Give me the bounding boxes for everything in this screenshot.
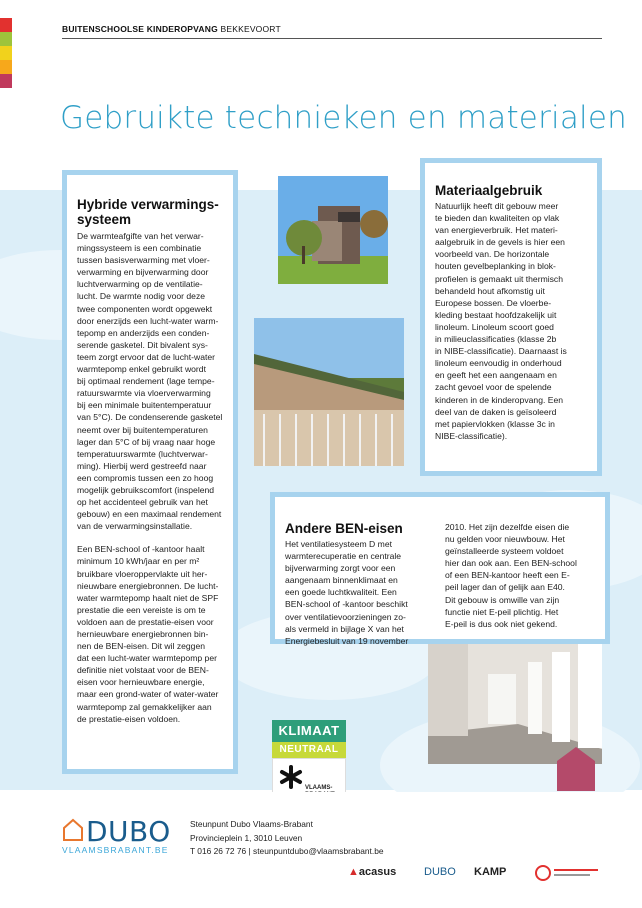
materials-line: kleding bestaat hoofdzakelijk uit [435,309,557,320]
materials-line: NIBE-classificatie). [435,430,508,441]
heating-p2-line: voldoen aan de prestatie-eisen voor [77,616,214,627]
heating-paragraph-1 [77,230,225,532]
materials-line: te bieden dan kwaliteiten op vlak [435,213,560,224]
heating-p1-line: tepomp en anderzijds een conden- [77,327,210,338]
heating-heading-2: systeem [77,212,132,227]
ben-col1-line: aangenaam binnenklimaat en [285,575,398,586]
sponsor-kamp: KAMP [474,866,507,878]
ben-col2-line: functie niet E-peil plichtig. Het [445,606,559,617]
ben-col2-line: of een BEN-kantoor heeft een E- [445,570,570,581]
header-rule [62,38,602,39]
heating-p1-line: teem zorgt ervoor dat de lucht-water [77,351,216,362]
heating-p2-line: nen de BEN-eisen. Dit wil zeggen [77,641,206,652]
ben-col1-line: Het ventilatiesysteem D met [285,539,392,549]
ben-col2-line: nu gelden voor nieuwbouw. Het [445,534,565,545]
badge-org-1: VLAAMS- [305,785,333,791]
ben-col1-line: over ventilatievoorzieningen zo- [285,611,406,622]
address-line-1: Steunpunt Dubo Vlaams-Brabant [190,819,313,829]
heating-p1-line: mogelijk gebruikscomfort (inspelend [77,484,215,495]
heating-p1-line: door enerzijds een lucht-water warm- [77,315,219,326]
heating-heading-1: Hybride verwarmings- [77,197,219,212]
heating-p2-line: dat een lucht-water warmtepomp per [77,653,217,664]
sponsor-emblem-icon [534,864,600,882]
heating-p2-line: maar een grond-water of water-water [77,689,219,700]
materials-line: in milieuclassificaties (klasse 2b [435,334,557,345]
photo-interior-corridor [428,644,602,764]
heating-p1-line: twee componenten wordt opgewekt [77,303,213,314]
heating-p2-line: definitie niet volstaat voor de BEN- [77,665,209,676]
materials-line: in NIBE-classificatie). Daarnaast is [435,346,567,357]
address-line-2: Provincieplein 1, 3010 Leuven [190,832,303,843]
photo-slanted-roof [254,318,404,466]
heating-p2-line: prestatie die een vereiste is om te [77,604,206,615]
materials-line: met papiervlokken (klasse 3c in [435,418,555,429]
heating-p1-line: van 5°C). De condenserende gasketel [77,412,223,423]
materials-line: deel van de daken is geïsoleerd [435,406,557,417]
heating-p2-line: water warmtepomp haalt niet de SPF [77,592,219,603]
materials-box [420,158,602,476]
materials-line: profielen is gemaakt uit thermisch [435,273,564,284]
ben-col1-line: bijverwarming zorgt voor een [285,563,396,574]
heating-system-box [62,170,238,774]
heating-p1-line: een compromis tussen een zo hoog [77,472,214,483]
photo-building-exterior [278,176,388,284]
ben-col2-line: E-peil is dus ook niet gekend. [445,618,558,629]
heating-p1-line: serende gasketel. Dit bivalent sys- [77,339,208,350]
badge-line-1: KLIMAAT [272,720,346,742]
ben-column-1 [285,538,435,647]
stripe-green [0,32,12,46]
heating-p1-line: neemt over bij buitentemperaturen [77,424,208,435]
stripe-yellow [0,46,12,60]
heating-p1-line: op het accidenteel gebruik van het [77,497,208,508]
ben-column-2 [445,521,607,630]
heating-p1-line: mingssysteem is een combinatie [77,243,202,254]
sponsor-acasus: ▲acasus [348,866,397,878]
heating-p1-line: verwarming en bijverwarming door [77,267,209,278]
stripe-orange [0,60,12,74]
sponsor-dubo: DUBO [424,866,456,878]
ben-col2-line: Dit gebouw is omwille van zijn [445,594,560,605]
heating-p2-line: eisen voor hernieuwbare energie, [77,677,205,688]
materials-line: van energieverbruik. Het materi- [435,225,558,236]
heating-p1-line: van de verwarmingsinstallatie. [77,521,193,532]
ben-col2-line: geïnstalleerde systeem voldoet [445,546,564,557]
stripe-pink [0,74,12,88]
materials-line: voorbeeld van. De horizontale [435,249,550,260]
heating-p2-line: Een BEN-school of -kantoor haalt [77,544,205,555]
heating-p1-line: ratuurswarmte via vloerverwarming [77,388,211,399]
heating-p1-line: gebouw) en een maximaal rendement [77,509,222,520]
materials-line: aalgebruik in de gevels is hier een [435,237,565,248]
heating-paragraph-2 [77,543,225,724]
heating-p2-line: nieuwbare energiebronnen. De lucht- [77,580,219,591]
ben-col2-line: peil lager dan of gelijk aan E40. [445,582,565,593]
materials-line: houten gevelbeplanking in blok- [435,261,556,272]
footer-address [190,818,384,859]
ben-col1-line: als vermeld in bijlage X van het [285,623,404,634]
dubo-logo: DUBO [86,815,171,848]
stripe-red [0,18,12,32]
ben-col1-line: warmterecuperatie en centrale [285,551,402,562]
heating-p1-line: ming). Hierbij werd gestreefd naar [77,460,207,471]
badge-line-2: NEUTRAAL [272,742,346,758]
heating-p1-line: luchtverwarming op de ventilatie- [77,279,203,290]
materials-line: kinderen in de kinderopvang. Een [435,394,564,405]
materials-line: en geeft het een aangenaam en [435,370,557,381]
ben-heading: Andere BEN-eisen [285,521,403,536]
heating-p1-line: lucht. De warmte nodig voor deze [77,291,206,302]
heating-p2-line: de prestatie-eisen voldoen. [77,713,181,724]
brand-header: BUITENSCHOOLSE KINDEROPVANG BEKKEVOORT [62,24,281,34]
heating-p2-line: hernieuwbare energiebronnen bin- [77,629,209,639]
heating-p1-line: bij optimaal rendement (lage tempe- [77,376,215,387]
ben-requirements-box [270,492,610,644]
ben-col1-line: BEN-school of -kantoor beschikt [285,599,408,610]
asterisk-icon [279,765,303,789]
ben-col1-line: Energiebesluit van 19 november [285,635,409,646]
address-line-3[interactable]: T 016 26 72 76 | steunpuntdubo@vlaamsbrabant.be [190,846,384,856]
page-title: Gebruikte technieken en materialen [60,100,627,136]
heating-p1-line: warmtepomp enkel gebruikt wordt [77,364,206,375]
materials-line: linoleum. Linoleum scoort goed [435,321,554,332]
heating-p2-line: warmtepomp zal gemakkelijker aan [77,701,212,712]
heating-p1-line: tussen basisverwarming met vloer- [77,255,210,266]
heating-p1-line: De warmteafgifte van het verwar- [77,231,204,241]
ben-col2-line: 2010. Het zijn dezelfde eisen die [445,522,570,532]
materials-line: Natuurlijk heeft dit gebouw meer [435,201,559,211]
heating-p1-line: temperatuurswarmte (luchtverwar- [77,448,208,459]
ben-col2-line: hier dan ook aan. Een BEN-school [445,558,577,569]
materials-line: Europese bossen. De vloerbe- [435,297,552,308]
dubo-logo-sub: VLAAMSBRABANT.BE [62,845,169,855]
heating-p2-line: bruikbare vloeroppervlakte uit her- [77,568,208,579]
materials-heading: Materiaalgebruik [435,183,543,198]
ben-col1-line: een goede luchtkwaliteit. Een [285,587,397,598]
materials-line: linoleum eenvoudig in onderhoud [435,358,562,369]
heating-p1-line: lager dan 5°C of bij vraag naar hoge [77,436,216,447]
house-icon [557,747,595,791]
materials-line: behandeld hout afkomstig uit [435,285,545,296]
heating-p1-line: bij een minimale buitentemperatuur [77,400,212,411]
materials-line: zacht gevoel voor de spelende [435,382,552,393]
house-outline-icon [62,818,84,842]
materials-paragraph [435,200,589,442]
heating-p2-line: minimum 10 kWh/jaar en per m² [77,556,200,567]
